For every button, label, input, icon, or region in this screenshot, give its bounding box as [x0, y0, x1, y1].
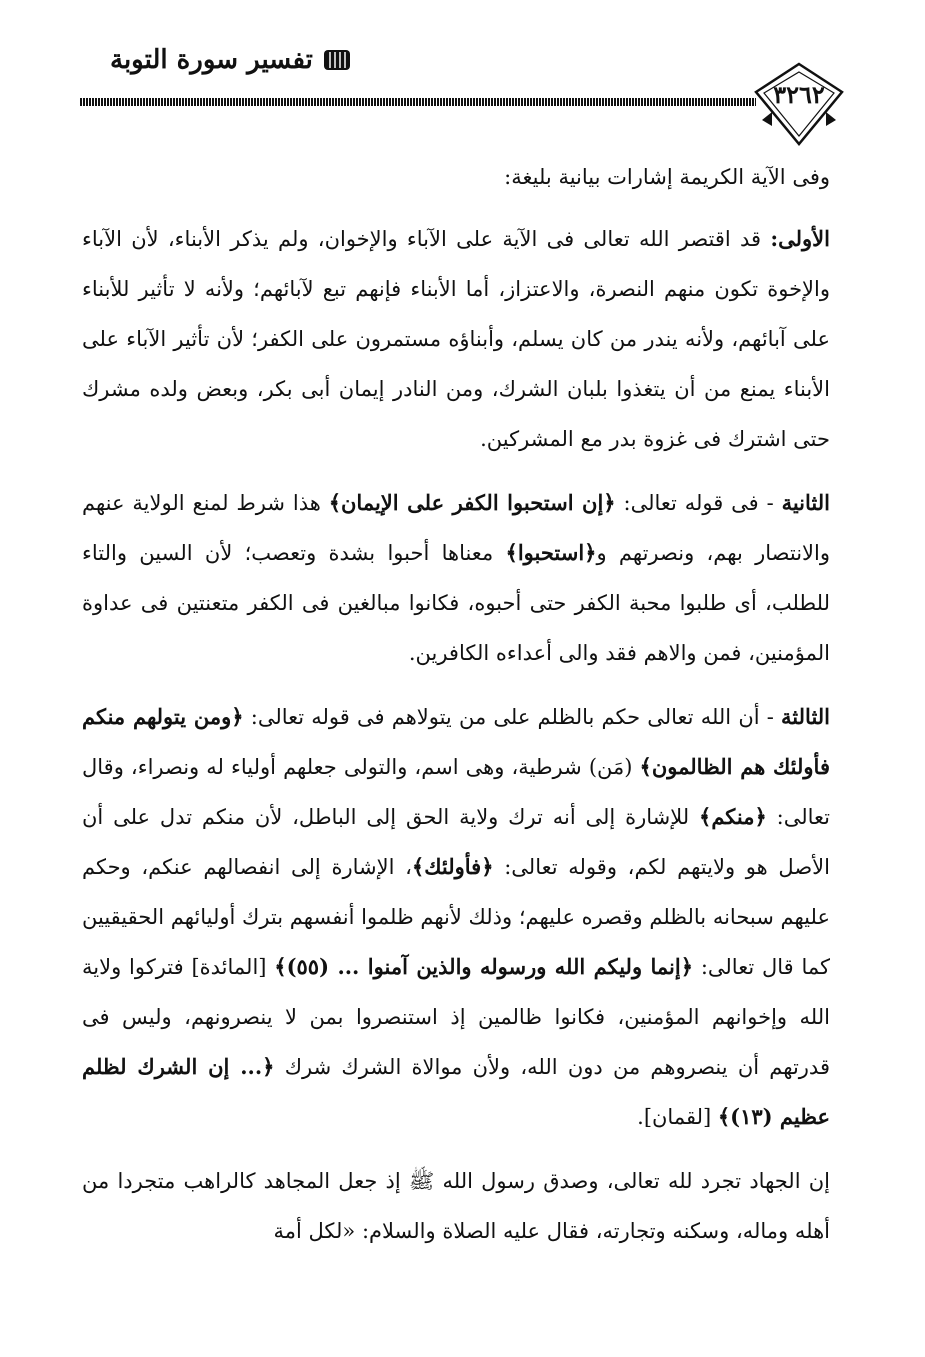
- quran-quote: ﴿ومن يتولهم منكم فأولئك هم الظالمون﴾: [82, 704, 830, 779]
- paragraph-text: [المائدة] فتركوا ولاية الله وإخوانهم المؤمنين، فكانوا ظالمين إذ استنصروا بمن لا ينصرونهم، وليس فى قدرتهم أن ينصروهم من دون الله، ولأن موالاة الشرك شرك: [82, 955, 830, 1079]
- quran-quote: ﴿إن استحبوا الكفر على الإيمان﴾: [328, 490, 616, 515]
- quran-quote: ﴿منكم﴾: [699, 804, 767, 829]
- paragraph-third-point: [82, 692, 830, 1142]
- point-heading: الثالثة: [781, 704, 831, 729]
- page-header: [0, 0, 925, 140]
- quran-quote: ﴿... إن الشرك لظلم عظيم (١٣)﴾: [82, 1054, 830, 1129]
- paragraph-first-point: [82, 214, 830, 464]
- intro-paragraph: وفى الآية الكريمة إشارات بيانية بليغة:: [504, 165, 830, 189]
- paragraph-text: ، الإشارة إلى انفصالهم عنكم، وحكم عليهم سبحانه بالظلم وقصره عليهم؛ وذلك لأنهم ظلموا أنفسهم بترك أوليائهم الحقيقيين كما قال تعالى:: [82, 855, 830, 979]
- point-heading: الثانية: [781, 490, 830, 515]
- paragraph-text: قد اقتصر الله تعالى فى الآية على الآباء والإخوان، ولم يذكر الأبناء، لأن الآباء والإخوة تكون منهم النصرة، والاعتزاز، أما الأبناء فإنهم تبع لآبائهم؛ ولأنه لا تأثير للأبناء على آبائهم، ولأنه يندر من كان يسلم، وأبناؤه مستمرون على الكفر؛ لأن تأثير الآباء على الأبناء يمنع من أن يتغذوا بلبان الشرك، ومن النادر إيمان أبى بكر، وبعض ولده مشرك حتى اشترك فى غزوة بدر مع المشركين.: [82, 227, 830, 451]
- paragraph-text: - أن الله تعالى حكم بالظلم على من يتولاهم فى قوله تعالى:: [243, 705, 782, 729]
- point-heading: الأولى:: [770, 226, 830, 251]
- paragraph-second-point: [82, 478, 830, 678]
- quran-quote: ﴿إنما وليكم الله ورسوله والذين آمنوا ... (٥٥)﴾: [274, 954, 694, 979]
- paragraph-text: - فى قوله تعالى:: [615, 491, 782, 515]
- paragraph-text: هذا شرط لمنع الولاية عنهم والانتصار بهم، ونصرتهم و: [82, 491, 830, 565]
- page-body: [82, 152, 830, 1270]
- page-number: ٣٢٦٢: [773, 80, 825, 109]
- paragraph-text: للإشارة إلى أنه ترك ولاية الحق إلى الباطل، لأن منكم تدل على أن الأصل هو ولايتهم لكم، وقوله تعالى:: [82, 805, 830, 879]
- quran-quote: ﴿فأولئك﴾: [411, 854, 494, 879]
- book-title: تفسير سورة التوبة: [110, 45, 313, 75]
- paragraph-jihad: إن الجهاد تجرد لله تعالى، وصدق رسول الله ﷺ إذ جعل المجاهد كالراهب متجردا من أهله وماله، وسكنه وتجارته، فقال عليه الصلاة والسلام: «لكل أمة: [82, 1169, 830, 1243]
- paragraph-text: (مَن) شرطية، وهى اسم، والتولى جعلهم أولياء له ونصراء، وقال تعالى:: [82, 755, 830, 829]
- quran-quote: ﴿استحبوا﴾: [505, 540, 597, 565]
- header-divider: [80, 98, 756, 106]
- paragraph-text: [لقمان].: [637, 1105, 718, 1129]
- paragraph-text: معناها أحبوا بشدة وتعصب؛ لأن السين والتاء للطلب، أى طلبوا محبة الكفر حتى أحبوه، فكانوا مبالغين فى الكفر متعنتين فى عداوة المؤمنين، فمن والاهم فقد والى أعداءه الكافرين.: [82, 541, 830, 665]
- decorative-ornament-icon: [322, 46, 352, 74]
